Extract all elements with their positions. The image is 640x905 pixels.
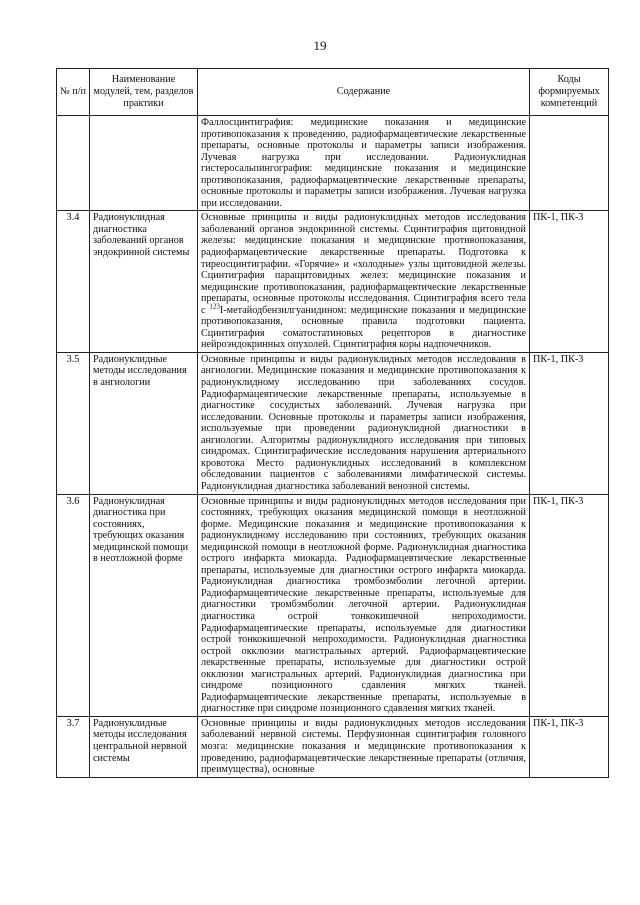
table-row bbox=[57, 211, 609, 353]
table-row bbox=[57, 116, 609, 211]
row-module: Радионуклидные методы исследования в ангиологии bbox=[90, 352, 198, 494]
row-content bbox=[198, 716, 530, 777]
row-content bbox=[198, 211, 530, 353]
row-content bbox=[198, 116, 530, 211]
row-content-text bbox=[201, 212, 526, 351]
row-codes: ПК-1, ПК-3 bbox=[530, 211, 609, 353]
row-codes bbox=[530, 116, 609, 211]
row-content bbox=[198, 352, 530, 494]
row-module: Радионуклидная диагностика при состояниях, требующих оказания медицинской помощи в неотложной форме bbox=[90, 494, 198, 716]
header-codes: Коды формируемых компетенций bbox=[530, 69, 609, 116]
row-content-text: Основные принципы и виды радионуклидных методов исследования при состояниях, требующих оказания медицинской помощи в неотложной форме. Медицинские показания и медицинские противопоказания к радионуклидному исследованию при состояниях, требующих оказания медицинской помощи в неотложной форме. Радионуклидная диагностика острого инфаркта миокарда. Радиофармацевтические лекарственные препараты, используемые для диагностики острого инфаркта миокарда. Радионуклидная диагностика тромбоэмболии легочной артерии. Радиофармацевтические лекарственные препараты, используемые для диагностики тромбэмболии легочной артерии. Радионуклидная диагностика острой тонкокишечной непроходимости. Радиофармацевтические препараты, используемые для диагностики острой тонкокишечной непроходимости. Радионуклидная диагностика острой окклюзии магистральных артерий. Радиофармацевтические лекарственные препараты, используемые для диагностики острой окклюзии магистральных артерий. Радионуклидная диагностика при синдроме позиционного сдавления мягких тканей. Радиофармацевтические лекарственные препараты, используемые в диагностике при синдроме позиционного сдавления мягких тканей. bbox=[201, 495, 526, 715]
content-part: I-метайодбензилгуанидином: медицинские показания и медицинские противопоказания, основные правила подготовки пациента. Сцинтиграфия соматостатиновых рецепторов в диагностике нейроэндокринных опухолей. Сцинтиграфия коры надпочечников. bbox=[201, 304, 527, 351]
row-num: 3.5 bbox=[57, 352, 90, 494]
row-content-text: Основные принципы и виды радионуклидных методов исследования заболеваний нервной системы. Перфузионная сцинтиграфия головного мозга: медицинские показания и медицинские противопоказания к проведению, радиофармацевтические лекарственные препараты (отличия, преимущества), основные bbox=[201, 717, 526, 776]
row-num: 3.6 bbox=[57, 494, 90, 716]
row-module: Радионуклидная диагностика заболеваний органов эндокринной системы bbox=[90, 211, 198, 353]
program-table bbox=[56, 68, 609, 778]
isotope-superscript: 123 bbox=[209, 302, 220, 311]
row-num bbox=[57, 116, 90, 211]
table-row bbox=[57, 494, 609, 716]
row-num: 3.4 bbox=[57, 211, 90, 353]
row-num: 3.7 bbox=[57, 716, 90, 777]
row-content bbox=[198, 494, 530, 716]
content-part: Основные принципы и виды радионуклидных методов исследования заболеваний органов эндокринной системы. Сцинтиграфия щитовидной железы: медицинские показания и медицинские противопоказания, радиофармацевтические лекарственные препараты. Подготовка к тиреосцинтиграфии. «Горячие» и «холодные» узлы щитовидной железы. Сцинтиграфия паращитовидных желез: медицинские показания и медицинские противопоказания, радиофармацевтические лекарственные препараты, основные протоколы исследования. Сцинтиграфия всего тела с bbox=[201, 212, 526, 316]
row-codes: ПК-1, ПК-3 bbox=[530, 494, 609, 716]
row-codes: ПК-1, ПК-3 bbox=[530, 716, 609, 777]
row-module bbox=[90, 116, 198, 211]
row-module: Радионуклидные методы исследования центральной нервной системы bbox=[90, 716, 198, 777]
header-content: Содержание bbox=[198, 69, 530, 116]
table-row bbox=[57, 716, 609, 777]
header-num: № п/п bbox=[57, 69, 90, 116]
row-content-text: Основные принципы и виды радионуклидных методов исследования в ангиологии. Медицинские показания и медицинские противопоказания к радионуклидному исследованию при заболеваниях сосудов. Радиофармацевтические лекарственные препараты, используемые в диагностике сосудистых заболеваний. Лучевая нагрузка при исследовании. Основные протоколы и параметры записи изображения, используемые при проведении радионуклидной диагностики в ангиологии. Алгоритмы радионуклидного исследования при типовых синдромах. Сцинтиграфические исследования нарушения артериального кровотока Место радионуклидных исследований в комплексном обследовании пациентов с заболеваниями лимфатической системы. Радионуклидная диагностика заболеваний венозной системы. bbox=[201, 353, 526, 492]
page-number: 19 bbox=[313, 38, 327, 53]
header-module: Наименование модулей, тем, разделов практики bbox=[90, 69, 198, 116]
table-row bbox=[57, 352, 609, 494]
row-codes: ПК-1, ПК-3 bbox=[530, 352, 609, 494]
row-content-text: Фаллосцинтиграфия: медицинские показания и медицинские противопоказания к проведению, радиофармацевтические лекарственные препараты, основные протоколы и параметры записи изображения. Лучевая нагрузка при исследовании. Радионуклидная гистеросальпингография: медицинские показания и медицинские противопоказания, радиофармацевтические лекарственные препараты, основные протоколы и параметры записи изображения. Лучевая нагрузка при исследовании. bbox=[201, 117, 526, 209]
table-header-row bbox=[57, 69, 609, 116]
